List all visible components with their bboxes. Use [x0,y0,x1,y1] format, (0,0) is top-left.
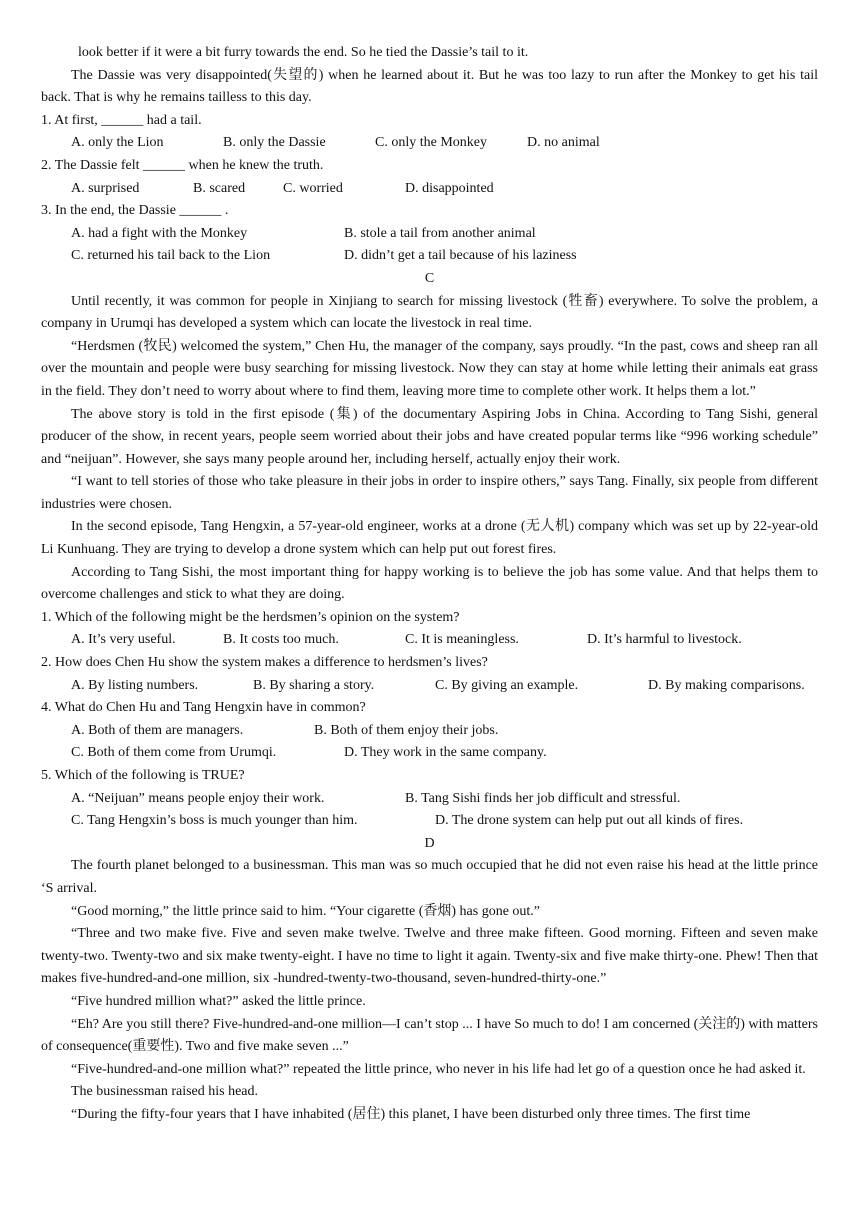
option: C. By giving an example. [435,677,579,693]
option: D. It’s harmful to livestock. [587,632,742,648]
option: D. They work in the same company. [344,745,547,761]
option: B. It costs too much. [223,632,339,648]
paragraph: “Good morning,” the little prince said to him. “Your cigarette (香烟) has gone out.” [71,903,541,919]
option: C. Tang Hengxin’s boss is much younger than him. [71,813,358,829]
question-stem: 3. In the end, the Dassie ______ . [41,203,229,219]
paragraph: The fourth planet belonged to a businessman. This man was so much occupied that he did not even raise his head at the little prince ‘S arrival. [41,858,818,896]
option: D. The drone system can help put out all kinds of fires. [435,813,744,829]
paragraph: “During the fifty-four years that I have inhabited (居住) this planet, I have been disturbed only three times. The first time [71,1106,751,1122]
option: C. returned his tail back to the Lion [71,248,271,264]
option: B. scared [193,180,246,196]
question-options [41,720,818,743]
paragraph: look better if it were a bit furry towards the end. So he tied the Dassie’s tail to it. [78,45,529,60]
option: B. only the Dassie [223,135,326,151]
paragraph: Until recently, it was common for people in Xinjiang to search for missing livestock (牲畜) everywhere. To solve the problem, a company in Urumqi has developed a system which can locate the livestock in real time. [41,293,818,332]
paragraph: “Three and two make five. Five and seven make twelve. Twelve and three make fifteen. Good morning. Fifteen and seven make twenty-two. Twenty-two and six make twenty-eight. I have no time to light it again. Twenty-six and five make thirty-one. Phew! Then that makes five-hundred-and-one million, six -hundred-twenty-two-thousand, seven-hundred-thirty-one.” [41,926,818,987]
option: C. only the Monkey [375,135,487,151]
option: D. no animal [527,135,600,151]
paragraph: According to Tang Sishi, the most important thing for happy working is to believe the job has some value. And that helps them to overcome challenges and stick to what they are doing. [41,564,818,603]
option: B. Both of them enjoy their jobs. [314,722,499,738]
question-options [41,675,818,698]
paragraph: In the second episode, Tang Hengxin, a 57-year-old engineer, works at a drone (无人机) company which was set up by 22-year-old Li Kunhuang. They are trying to develop a drone system which can help put out forest fires. [41,519,818,558]
question-stem: 2. The Dassie felt ______ when he knew the truth. [41,157,324,173]
question-options [41,810,818,833]
paragraph: The Dassie was very disappointed(失望的) when he learned about it. But he was too lazy to run after the Monkey to get his tail back. That is why he remains tailless to this day. [41,67,818,106]
option: A. Both of them are managers. [71,722,244,738]
paragraph: The above story is told in the first episode (集) of the documentary Aspiring Jobs in China. According to Tang Sishi, general producer of the show, in recent years, people seem worried about their jobs and have created popular terms like “996 working schedule” and “neijuan”. However, she says many people around her, including herself, actually enjoy their work. [41,406,818,467]
section-heading: C [424,270,435,286]
option: C. Both of them come from Urumqi. [71,745,277,761]
section-heading: D [424,835,435,851]
option: A. had a fight with the Monkey [71,225,248,241]
question-stem: 1. Which of the following might be the herdsmen’s opinion on the system? [41,609,460,625]
option: C. worried [283,180,343,196]
question-stem: 1. At first, ______ had a tail. [41,112,202,128]
question-options [41,629,818,652]
question-options [41,788,818,811]
question-options [41,178,818,201]
question-stem: 5. Which of the following is TRUE? [41,768,245,783]
option: D. By making comparisons. [648,677,805,693]
question-options [41,742,818,765]
option: B. stole a tail from another animal [344,225,536,241]
option: D. didn’t get a tail because of his laziness [344,248,577,264]
paragraph: “Five-hundred-and-one million what?” repeated the little prince, who never in his life had let go of a question once he had asked it. [71,1061,806,1077]
option: B. Tang Sishi finds her job difficult and stressful. [405,790,681,806]
question-options [41,223,818,246]
option: B. By sharing a story. [253,677,375,693]
option: D. disappointed [405,180,494,196]
paragraph: “Five hundred million what?” asked the little prince. [71,993,366,1009]
question-options [41,132,818,155]
question-stem: 4. What do Chen Hu and Tang Hengxin have in common? [41,700,366,716]
option: A. surprised [71,180,140,196]
option: A. It’s very useful. [71,632,176,648]
question-stem: 2. How does Chen Hu show the system makes a difference to herdsmen’s lives? [41,655,488,671]
option: A. By listing numbers. [71,677,199,693]
paragraph: “Herdsmen (牧民) welcomed the system,” Chen Hu, the manager of the company, says proudly. “In the past, cows and sheep ran all over the mountain and people were busy searching for missing livestock. Now they can stay at home while letting their animals eat grass in the field. They don’t need to worry about where to find them, leaving more time to complete other work. It helps them a lot.” [41,338,818,399]
option: A. “Neijuan” means people enjoy their work. [71,790,325,806]
paragraph: The businessman raised his head. [71,1084,259,1100]
option: A. only the Lion [71,135,164,151]
question-options [41,245,818,268]
option: C. It is meaningless. [405,632,519,648]
paragraph: “I want to tell stories of those who take pleasure in their jobs in order to inspire others,” says Tang. Finally, six people from different industries were chosen. [41,474,818,512]
paragraph: “Eh? Are you still there? Five-hundred-and-one million—I can’t stop ... I have So much to do! I am concerned (关注的) with matters of consequence(重要性). Two and five make seven ...” [41,1016,818,1055]
